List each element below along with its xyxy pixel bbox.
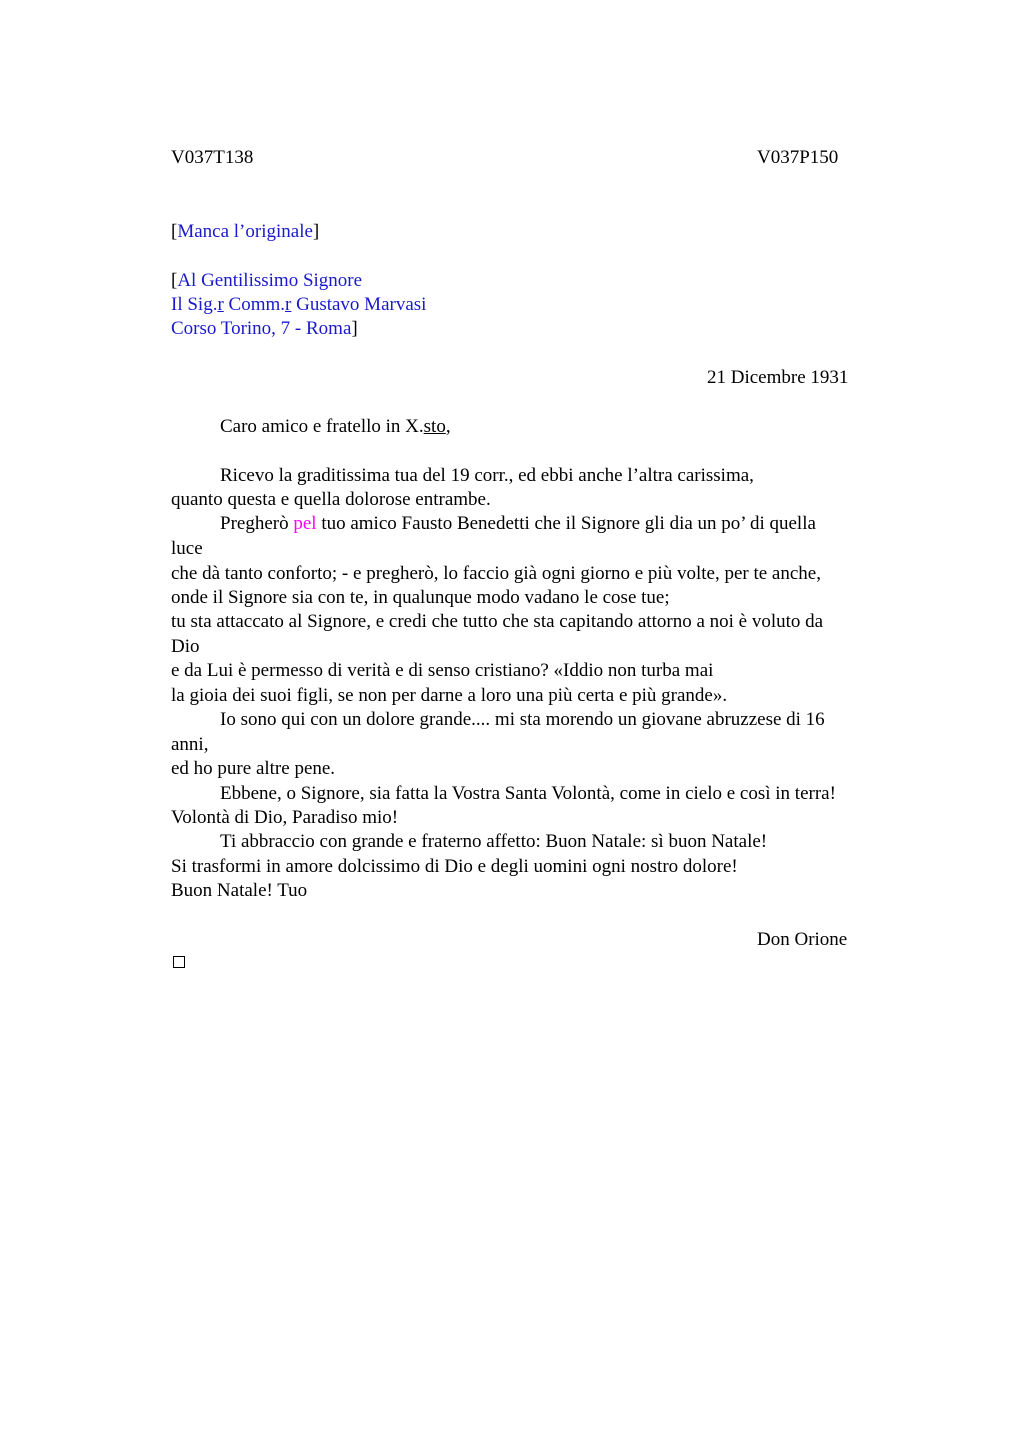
body-line: anni, <box>171 734 209 755</box>
square-outline-icon <box>173 956 185 968</box>
body-line: ed ho pure altre pene. <box>171 758 336 779</box>
body-line: tu sta attaccato al Signore, e credi che tutto che sta capitando attorno a noi è voluto da <box>171 611 824 632</box>
body-line: Dio <box>171 636 200 657</box>
bracket-close: ] <box>312 221 320 242</box>
body-line: luce <box>171 538 203 559</box>
address-line-3: Corso Torino, 7 - Roma] <box>171 318 358 339</box>
body-line: Pregherò pel tuo amico Fausto Benedetti che il Signore gli dia un po’ di quella <box>220 513 816 534</box>
header-left-code: V037T138 <box>171 147 254 168</box>
body-line: onde il Signore sia con te, in qualunque modo vadano le cose tue; <box>171 587 670 608</box>
letter-date: 21 Dicembre 1931 <box>707 367 849 388</box>
address-line-1: [Al Gentilissimo Signore <box>171 270 363 291</box>
body-line: Ti abbraccio con grande e fraterno affetto: Buon Natale: sì buon Natale! <box>220 831 768 852</box>
editorial-note <box>171 220 319 244</box>
address-line-2: Il Sig.r Comm.r Gustavo Marvasi <box>171 294 427 315</box>
signature: Don Orione <box>757 929 848 950</box>
body-line: Buon Natale! Tuo <box>171 880 308 901</box>
body-line: Volontà di Dio, Paradiso mio! <box>171 807 399 828</box>
body-line: Io sono qui con un dolore grande.... mi sta morendo un giovane abruzzese di 16 <box>220 709 825 730</box>
note-text: Manca l’originale <box>177 221 313 242</box>
bracket-open: [ <box>171 270 178 291</box>
highlighted-word: pel <box>293 513 317 534</box>
bracket-close: ] <box>351 318 358 339</box>
body-line: quanto questa e quella dolorose entrambe. <box>171 489 491 510</box>
body-line: che dà tanto conforto; - e pregherò, lo faccio già ogni giorno e più volte, per te anche, <box>171 563 821 584</box>
bracket-open: [ <box>171 221 178 242</box>
body-line: Ricevo la graditissima tua del 19 corr., ed ebbi anche l’altra carissima, <box>220 465 754 486</box>
header-right-code: V037P150 <box>757 147 839 168</box>
body-line: e da Lui è permesso di verità e di senso cristiano? «Iddio non turba mai <box>171 660 714 681</box>
body-line: Si trasformi in amore dolcissimo di Dio e degli uomini ogni nostro dolore! <box>171 856 738 877</box>
salutation: Caro amico e fratello in X.sto, <box>220 416 451 437</box>
body-line: la gioia dei suoi figli, se non per darne a loro una più certa e più grande». <box>171 685 728 706</box>
body-line: Ebbene, o Signore, sia fatta la Vostra Santa Volontà, come in cielo e così in terra! <box>220 783 836 804</box>
